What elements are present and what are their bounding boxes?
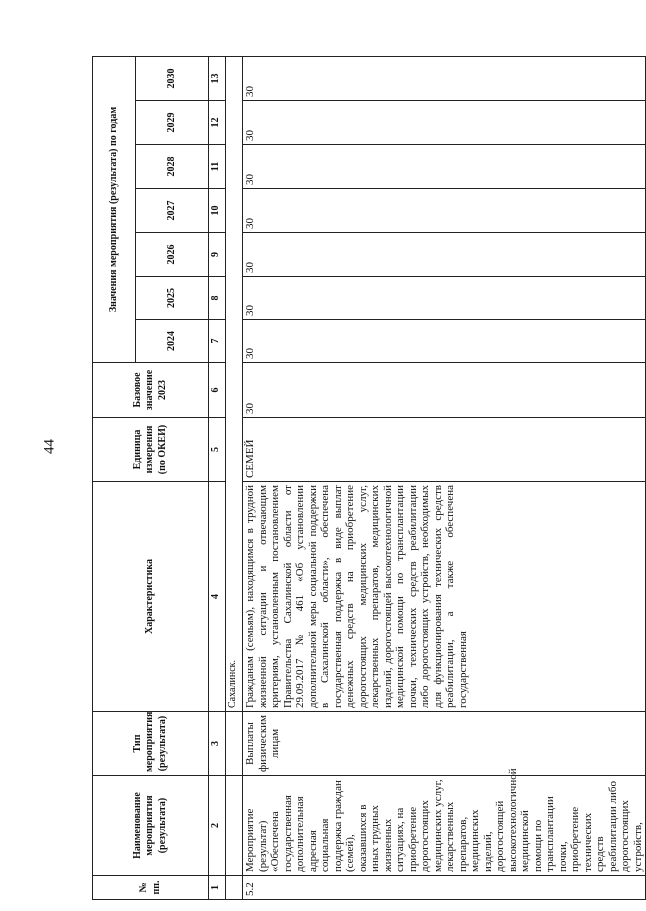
header-num: № пп. xyxy=(93,876,209,900)
row-value: 30 xyxy=(243,56,646,100)
column-number: 10 xyxy=(209,189,226,233)
column-number: 9 xyxy=(209,233,226,277)
header-name: Наименование мероприятия (результата) xyxy=(93,776,209,876)
header-type: Тип мероприятия (результата) xyxy=(93,712,209,776)
row-name: Мероприятие (результат) «Обеспечена государственная дополнительная адресная социальная поддержка граждан (семей), оказавшихся в иных трудных жизненных ситуациях, на приобретение дорогостоящих медицинских услуг, лекарственных препаратов, медицинских изделий, дорогостоящей высокотехнологичной медицинской помощи по трансплантации почки, приобретение технических средств реабилитации либо дорогостоящих устройств, xyxy=(243,776,646,876)
page-number: 44 xyxy=(41,439,58,454)
header-year: 2028 xyxy=(136,145,209,189)
row-base: 30 xyxy=(243,363,646,418)
header-unit: Единица измерения (по ОКЕИ) xyxy=(93,418,209,482)
row-num: 5.2 xyxy=(243,876,646,900)
column-number-row xyxy=(209,56,226,899)
row-value: 30 xyxy=(243,101,646,145)
header-characteristic: Характеристика xyxy=(93,482,209,712)
row-unit: СЕМЕЙ xyxy=(243,418,646,482)
header-base: Базовое значение 2023 xyxy=(93,363,209,418)
column-number: 7 xyxy=(209,320,226,363)
column-number: 2 xyxy=(209,776,226,876)
column-number: 5 xyxy=(209,418,226,482)
table-row xyxy=(243,56,646,899)
header-values-group: Значения мероприятия (результата) по годам xyxy=(93,56,136,362)
merged-text: Сахалинск. xyxy=(226,56,243,711)
row-value: 30 xyxy=(243,233,646,277)
header-year: 2029 xyxy=(136,101,209,145)
column-number: 13 xyxy=(209,56,226,100)
header-year: 2030 xyxy=(136,56,209,100)
measures-table xyxy=(92,56,646,900)
merged-empty-cell xyxy=(226,712,243,776)
header-year: 2027 xyxy=(136,189,209,233)
column-number: 12 xyxy=(209,101,226,145)
row-value: 30 xyxy=(243,145,646,189)
header-year: 2024 xyxy=(136,320,209,363)
header-year: 2026 xyxy=(136,233,209,277)
column-number: 8 xyxy=(209,277,226,320)
header-year: 2025 xyxy=(136,277,209,320)
rotated-table-container xyxy=(92,57,644,900)
row-type: Выплаты физическим лицам xyxy=(243,712,646,776)
merged-empty-cell xyxy=(226,776,243,876)
column-number: 1 xyxy=(209,876,226,900)
column-number: 11 xyxy=(209,145,226,189)
column-number: 3 xyxy=(209,712,226,776)
column-number: 6 xyxy=(209,363,226,418)
merged-text-row xyxy=(226,56,243,899)
header-row xyxy=(93,56,136,899)
row-value: 30 xyxy=(243,320,646,363)
row-value: 30 xyxy=(243,189,646,233)
row-characteristic: Гражданам (семьям), находящимся в трудной жизненной ситуации и отвечающим критериям, установленным постановлением Правительства Сахалинской области от 29.09.2017 № 461 «Об установлении дополнительной меры социальной поддержки в Сахалинской области», обеспечена государственная поддержка в виде выплат денежных средств на приобретение дорогостоящих медицинских услуг, лекарственных препаратов, медицинских изделий, дорогостоящей высокотехнологичной медицинской помощи по трансплантации почки, технических средств реабилитации либо дорогостоящих устройств, необходимых для функционирования технических средств реабилитации, а также обеспечена государственная xyxy=(243,482,646,712)
row-value: 30 xyxy=(243,277,646,320)
merged-empty-cell xyxy=(226,876,243,900)
column-number: 4 xyxy=(209,482,226,712)
